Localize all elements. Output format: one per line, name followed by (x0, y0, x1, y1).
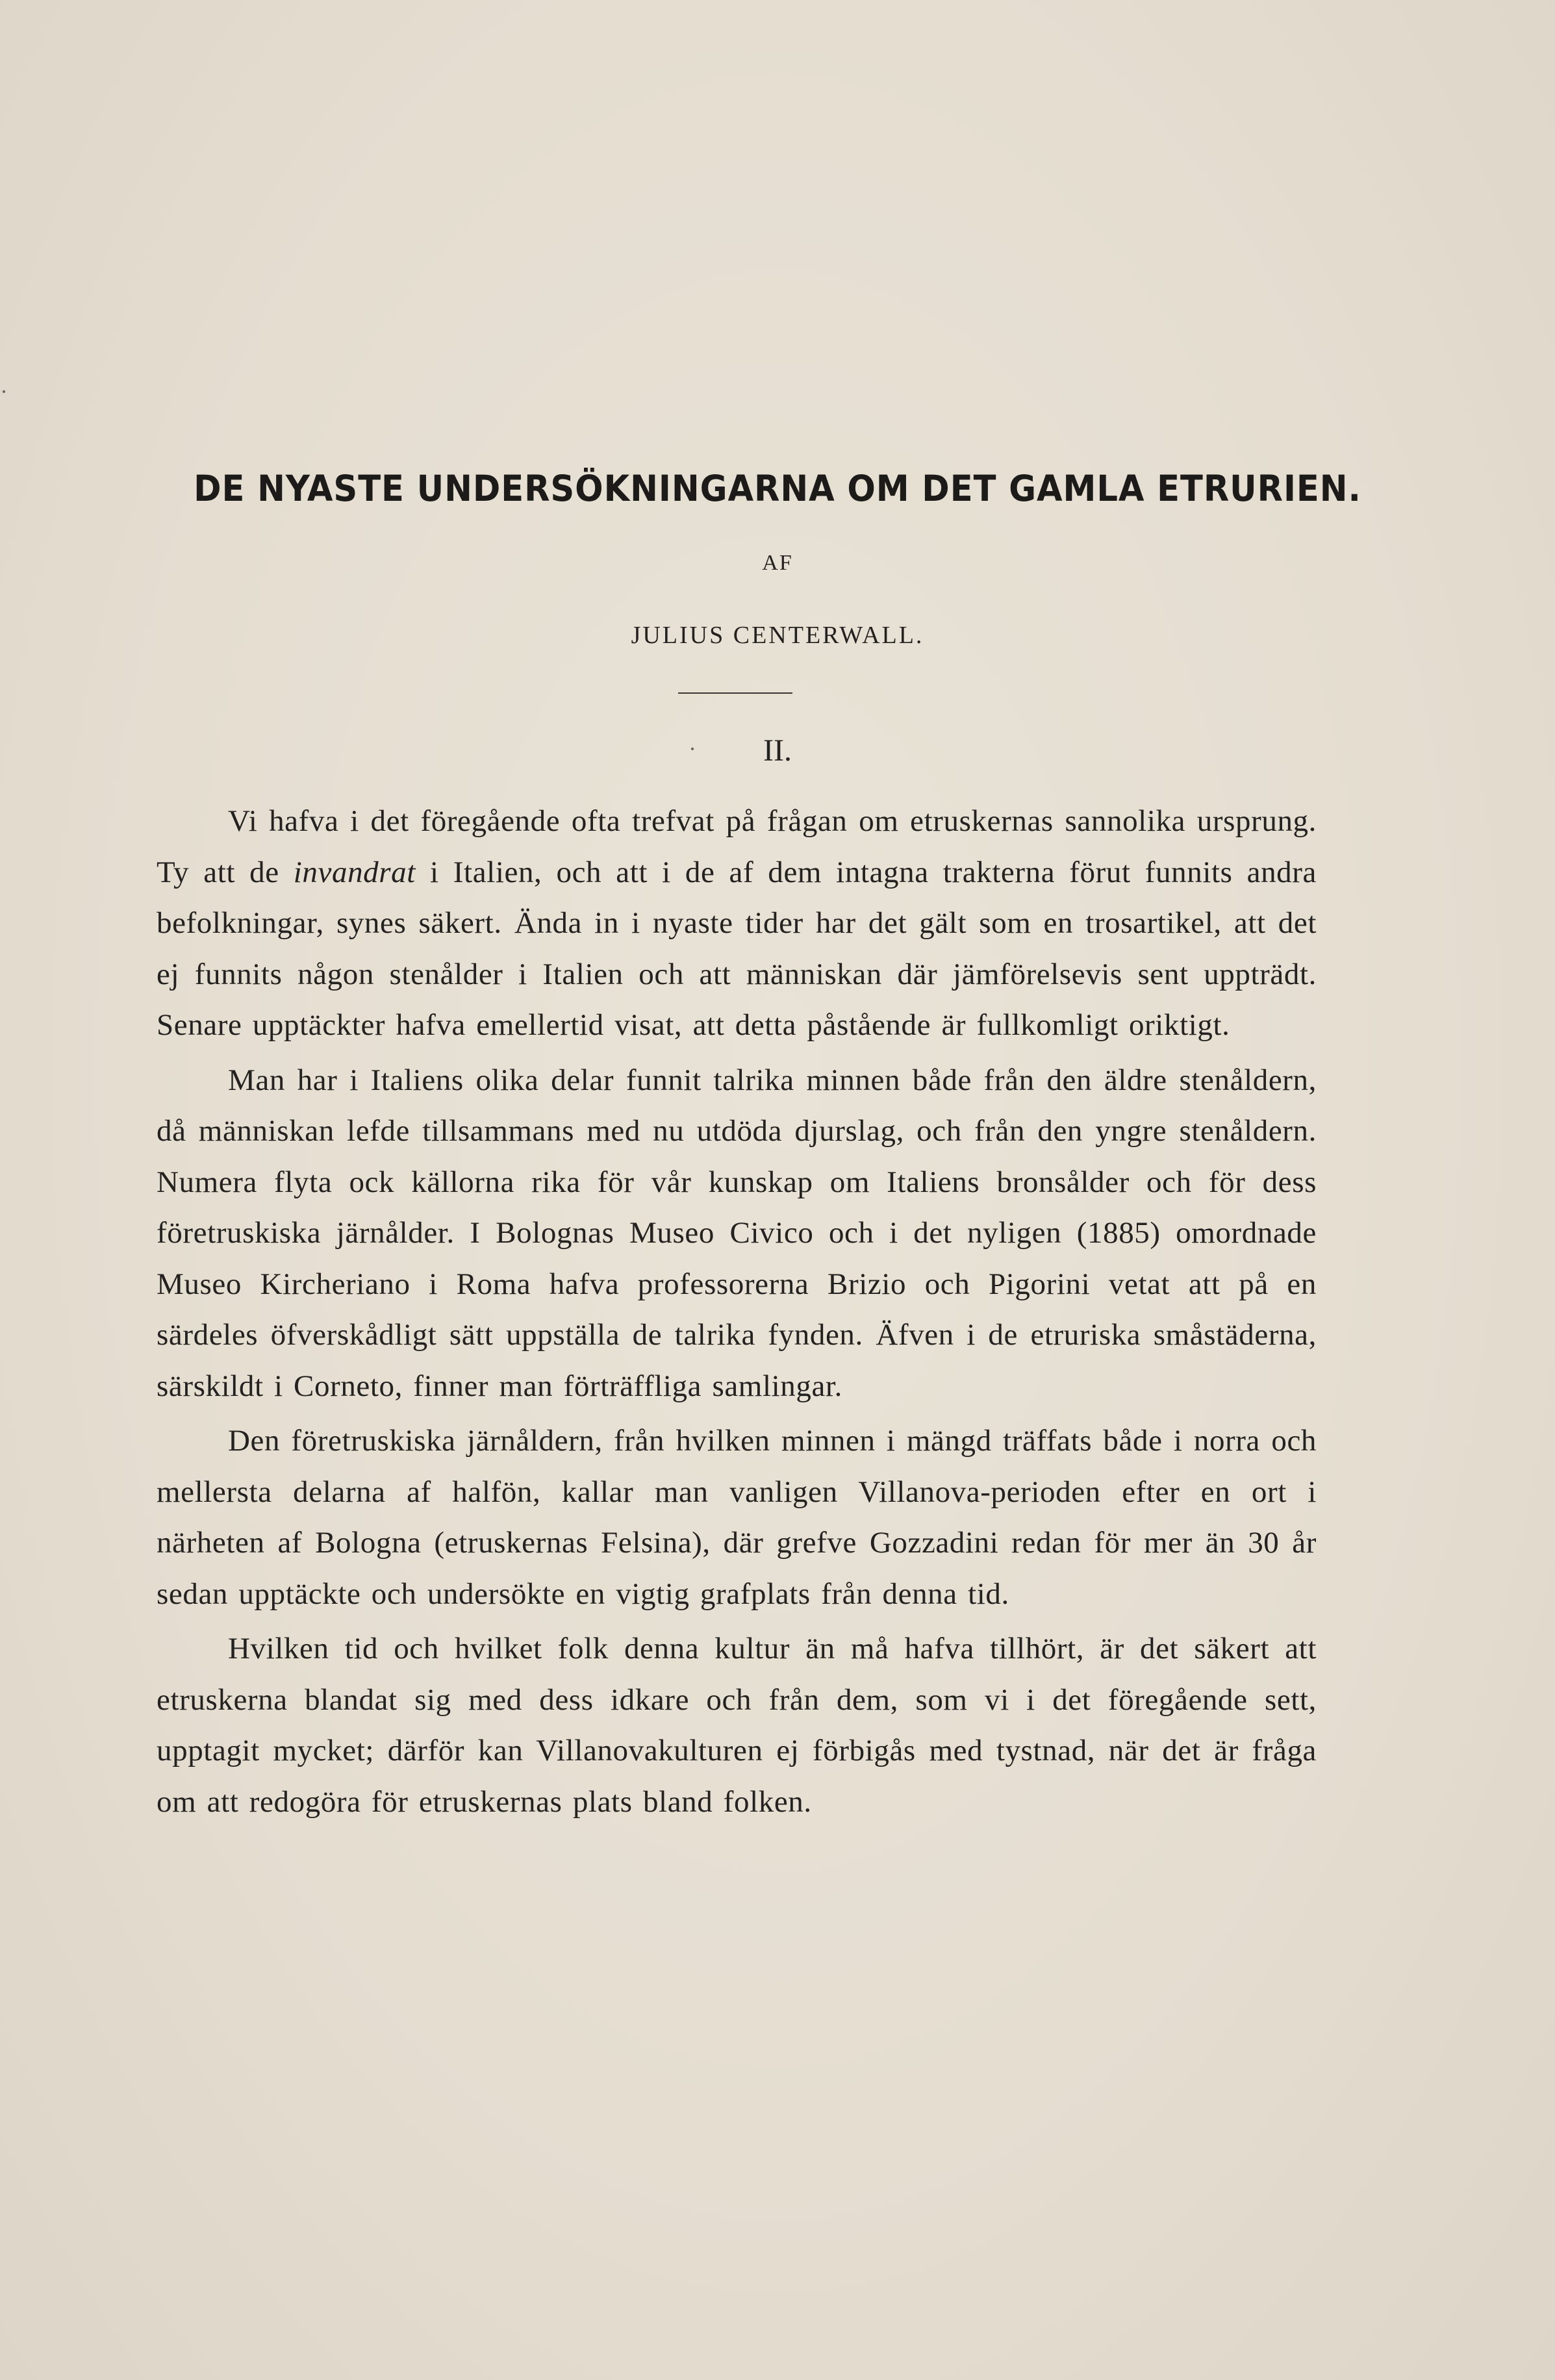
margin-speck-mark: · (689, 736, 696, 762)
title-divider (678, 692, 792, 694)
paragraph-1 (157, 796, 1317, 1051)
paragraph-1-text-a: Vi hafva i det föregående ofta trefvat på frågan om etruskernas sannolika ursprung. Ty att de (157, 804, 1317, 889)
article-body (157, 796, 1317, 1827)
byline-prefix: AF (762, 551, 793, 575)
paragraph-1-text-b: i Italien, och att i de af dem intagna trakterna förut funnits andra befolkningar, synes säkert. Ända in i nyaste tider har det gält som en trosartikel, att det ej funnits någon stenålder i Italien och att människan där jämförelsevis sent uppträdt. Senare upptäckter hafva emellertid visat, att detta påstående är fullkomligt oriktigt. (157, 855, 1317, 1042)
paragraph-3: Den företruskiska järnåldern, från hvilken minnen i mängd träffats både i norra och mellersta delarna af halfön, kallar man vanligen Villanova-perioden efter en ort i närheten af Bologna (etruskernas Felsina), där grefve Gozzadini redan för mer än 30 år sedan upptäckte och undersökte en vigtig grafplats från denna tid. (157, 1424, 1317, 1611)
margin-speck-mark: · (0, 379, 8, 405)
section-number: II. (763, 733, 792, 768)
paragraph-4: Hvilken tid och hvilket folk denna kultur än må hafva tillhört, är det säkert att etruskerna blandat sig med dess idkare och från dem, som vi i det föregående sett, upptagit mycket; därför kan Villanovakulturen ej förbigås med tystnad, när det är fråga om att redogöra för etruskernas plats bland folken. (157, 1632, 1317, 1819)
paragraph-2: Man har i Italiens olika delar funnit talrika minnen både från den äldre stenåldern, då människan lefde tillsammans med nu utdöda djurslag, och från den yngre stenåldern. Numera flyta ock källorna rika för vår kunskap om Italiens bronsålder och för dess företruskiska järnålder. I Bolognas Museo Civico och i det nyligen (1885) omordnade Museo Kircheriano i Roma hafva professorerna Brizio och Pigorini vetat att på en särdeles öfverskådligt sätt uppställa de talrika fynden. Äfven i de etruriska småstäderna, särskildt i Corneto, finner man förträffliga samlingar. (157, 1063, 1317, 1403)
article-title: DE NYASTE UNDERSÖKNINGARNA OM DET GAMLA ETRURIEN. (194, 468, 1361, 509)
paragraph-1-emphasis: invandrat (293, 855, 416, 889)
author-name: JULIUS CENTERWALL. (631, 622, 924, 649)
